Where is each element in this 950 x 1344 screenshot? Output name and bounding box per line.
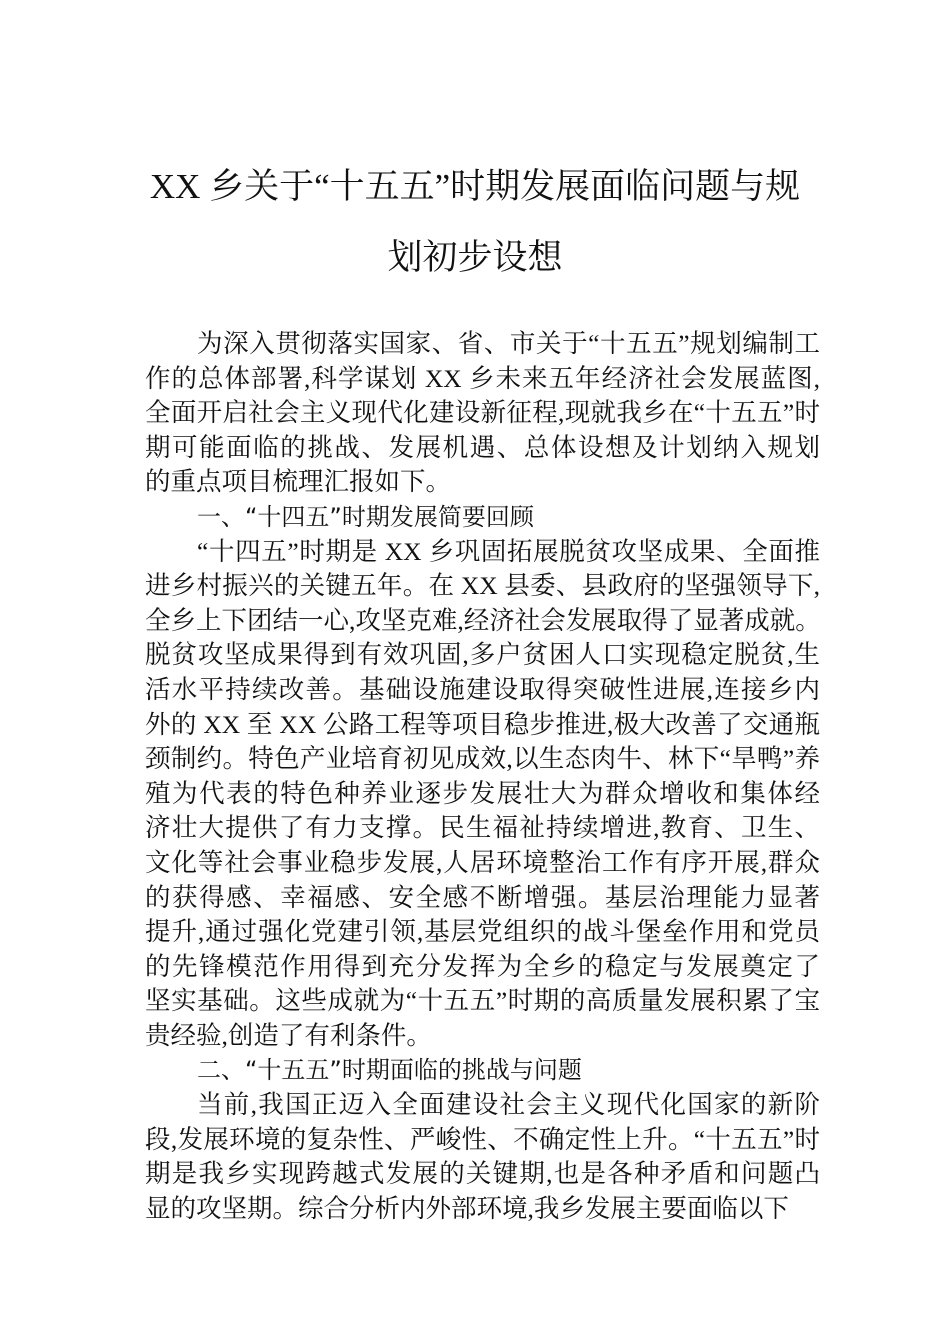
paragraph	[145, 327, 820, 500]
document-body	[145, 327, 820, 1226]
text-line: 贵经验,创造了有利条件。	[145, 1020, 432, 1050]
text-line: “十四五”时期是 XX 乡巩固拓展脱贫攻坚成果、全面推	[197, 536, 820, 566]
text-line: 为深入贯彻落实国家、省、市关于“十五五”规划编制工	[197, 329, 820, 358]
text-line: 活水平持续改善。基础设施建设取得突破性进展,连接乡内	[145, 674, 820, 704]
text-line: 济壮大提供了有力支撑。民生福祉持续增进,教育、卫生、	[145, 813, 820, 843]
text-line: 当前,我国正迈入全面建设社会主义现代化国家的新阶	[197, 1090, 820, 1120]
text-line: 的先锋模范作用得到充分发挥为全乡的稳定与发展奠定了	[145, 951, 820, 981]
text-line: 颈制约。特色产业培育初见成效,以生态肉牛、林下“旱鸭”养	[145, 744, 820, 774]
section-heading	[145, 1053, 820, 1088]
text-line: 外的 XX 至 XX 公路工程等项目稳步推进,极大改善了交通瓶	[145, 709, 820, 739]
document-title-line-2: 划初步设想	[387, 238, 563, 277]
text-line: 坚实基础。这些成就为“十五五”时期的高质量发展积累了宝	[145, 986, 820, 1016]
text-line: 期可能面临的挑战、发展机遇、总体设想及计划纳入规划	[145, 432, 820, 462]
text-line: 脱贫攻坚成果得到有效巩固,多户贫困人口实现稳定脱贫,生	[145, 640, 820, 670]
text-line: 作的总体部署,科学谋划 XX 乡未来五年经济社会发展蓝图,	[145, 363, 820, 393]
paragraph	[145, 535, 820, 1054]
text-line: 期是我乡实现跨越式发展的关键期,也是各种矛盾和问题凸	[145, 1159, 820, 1189]
text-line: 全面开启社会主义现代化建设新征程,现就我乡在“十五五”时	[145, 398, 820, 428]
text-line: 的重点项目梳理汇报如下。	[145, 467, 452, 497]
text-line: 文化等社会事业稳步发展,人居环境整治工作有序开展,群众	[145, 847, 820, 877]
text-line: 提升,通过强化党建引领,基层党组织的战斗堡垒作用和党员	[145, 917, 820, 947]
text-line: 一、“十四五”时期发展简要回顾	[197, 502, 534, 531]
text-line: 进乡村振兴的关键五年。在 XX 县委、县政府的坚强领导下,	[145, 571, 820, 601]
text-line: 显的攻坚期。综合分析内外部环境,我乡发展主要面临以下	[145, 1193, 789, 1223]
text-line: 二、“十五五”时期面临的挑战与问题	[197, 1056, 582, 1085]
document-title-line-1: XX 乡关于“十五五”时期发展面临问题与规	[149, 167, 801, 206]
text-line: 段,发展环境的复杂性、严峻性、不确定性上升。“十五五”时	[145, 1124, 820, 1154]
text-line: 的获得感、幸福感、安全感不断增强。基层治理能力显著	[145, 882, 820, 912]
paragraph	[145, 1088, 820, 1226]
section-heading	[145, 500, 820, 535]
text-line: 殖为代表的特色种养业逐步发展壮大为群众增收和集体经	[145, 778, 820, 808]
text-line: 全乡上下团结一心,攻坚克难,经济社会发展取得了显著成就。	[145, 605, 821, 635]
